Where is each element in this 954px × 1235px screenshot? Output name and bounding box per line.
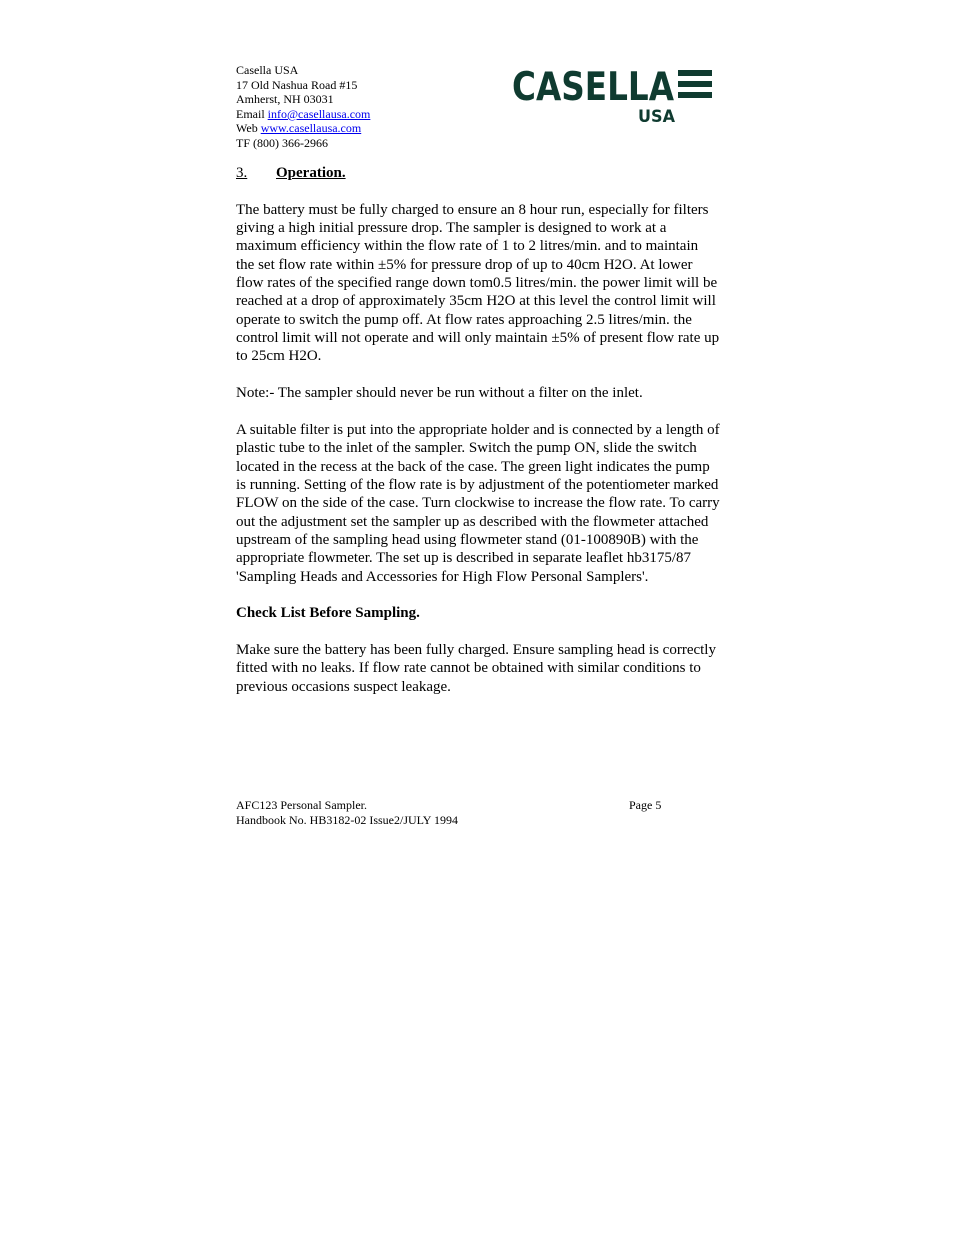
main-content bbox=[236, 164, 720, 714]
company-name: Casella USA bbox=[236, 63, 299, 77]
section-title: Operation. bbox=[276, 165, 346, 181]
street-address: 17 Old Nashua Road #15 bbox=[236, 77, 358, 92]
address-block bbox=[236, 63, 370, 151]
web-label: Web bbox=[236, 121, 261, 136]
logo-bar-middle bbox=[678, 81, 712, 87]
page-number: Page 5 bbox=[629, 798, 662, 812]
footer-row-2 bbox=[236, 813, 676, 828]
paragraph-checklist: Make sure the battery has been fully charged. Ensure sampling head is correctly fitted with no leaks. If flow rate cannot be obtained with similar conditions to previous occasions suspect leakage. bbox=[236, 641, 716, 695]
paragraph-note: Note:- The sampler should never be run without a filter on the inlet. bbox=[236, 385, 643, 402]
footer-product: AFC123 Personal Sampler. bbox=[236, 798, 367, 812]
footer-row-1 bbox=[236, 798, 676, 813]
web-line bbox=[236, 121, 370, 136]
phone-number: TF (800) 366-2966 bbox=[236, 135, 328, 150]
logo-usa: USA bbox=[638, 107, 676, 126]
email-link[interactable]: info@casellausa.com bbox=[267, 106, 371, 121]
paragraph-filter-setup: A suitable filter is put into the appropriate holder and is connected by a length of plastic tube to the inlet of the sampler. Switch the pump ON, slide the switch located in the recess at the back of the case. The green light indicates the pump is running. Setting of the flow rate is by adjustment of the potentiometer marked FLOW on the side of the case. Turn clockwise to increase the flow rate. To carry out the adjustment set the sampler up as described with the flowmeter attached upstream of the sampling head using flowmeter stand (01-100890B) with the appropriate flowmeter. The set up is described in separate leaflet hb3175/87 'Sampling Heads and Accessories for High Flow Personal Samplers'. bbox=[236, 421, 720, 585]
logo-wordmark: CASELLA bbox=[512, 65, 674, 110]
logo-bar-top bbox=[678, 70, 712, 76]
casella-logo bbox=[510, 64, 716, 126]
section-heading bbox=[236, 164, 720, 182]
email-line bbox=[236, 107, 370, 122]
city-address: Amherst, NH 03031 bbox=[236, 92, 334, 107]
page-footer bbox=[236, 798, 676, 828]
footer-handbook: Handbook No. HB3182-02 Issue2/JULY 1994 bbox=[236, 813, 459, 827]
logo-bar-bottom bbox=[678, 92, 712, 98]
checklist-heading: Check List Before Sampling. bbox=[236, 605, 420, 622]
paragraph-battery: The battery must be fully charged to ensure an 8 hour run, especially for filters giving a high initial pressure drop. The sampler is designed to work at a maximum efficiency within the flow rate of 1 to 2 litres/min. and to maintain the set flow rate within ±5% for pressure drop of up to 40cm H2O. At lower flow rates of the specified range down tom0.5 litres/min. the power limit will be reached at a drop of approximately 35cm H2O at this level the control limit will operate to switch the pump off. At flow rates approaching 2.5 litres/min. the control limit will not operate and will only maintain ±5% of present flow rate up to 25cm H2O. bbox=[236, 201, 720, 365]
email-label: Email bbox=[236, 106, 268, 121]
section-number: 3. bbox=[236, 165, 248, 181]
web-link[interactable]: www.casellausa.com bbox=[260, 121, 362, 136]
